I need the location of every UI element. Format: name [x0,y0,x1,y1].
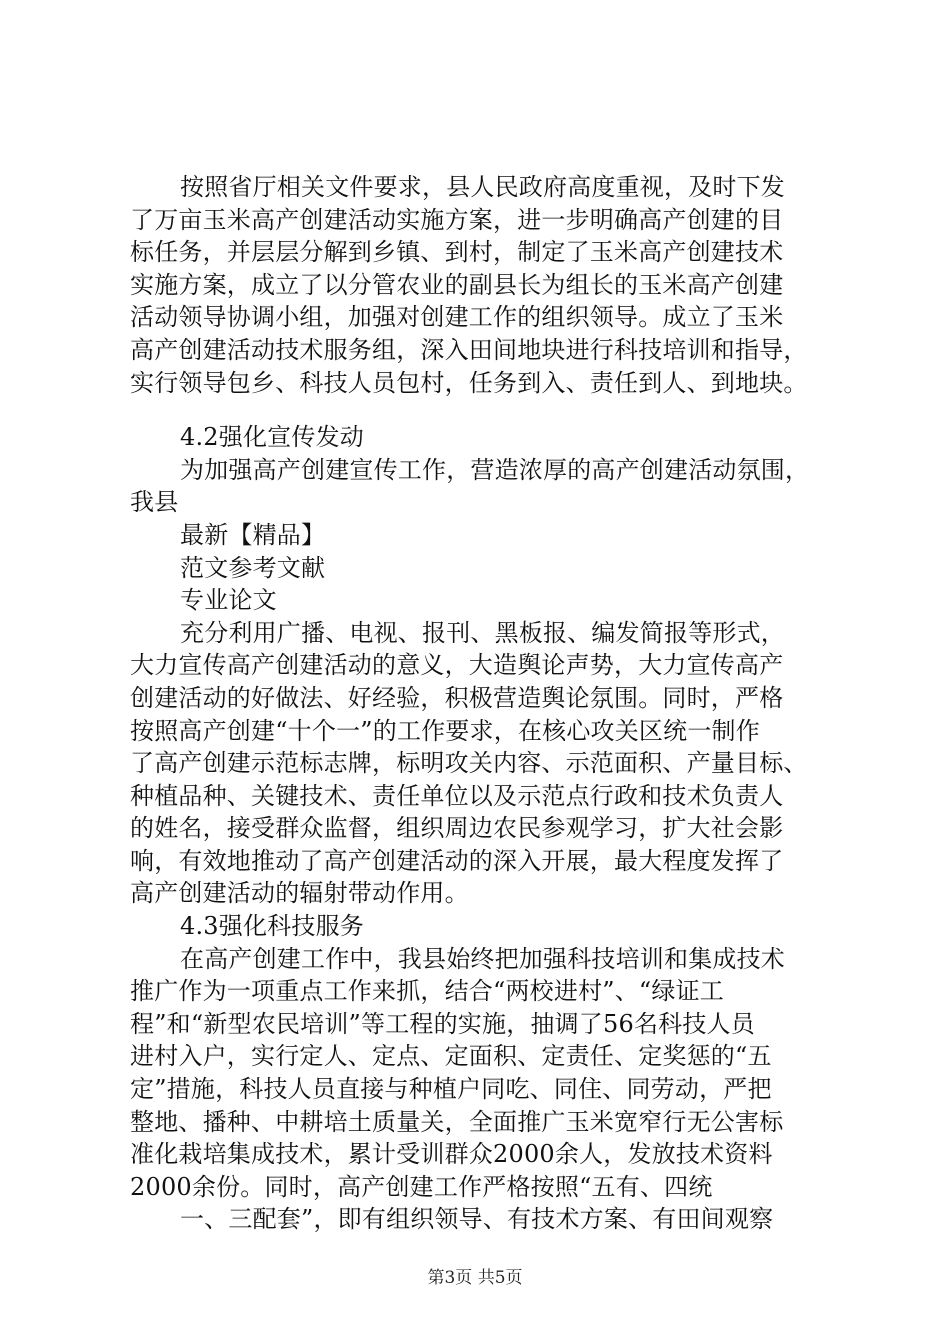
text-line: 按照省厅相关文件要求，县人民政府高度重视，及时下发 [180,173,785,201]
text-line: 最新【精品】 [180,520,326,549]
section-heading: 4.2强化宣传发动 [180,423,364,452]
text-line: 整地、播种、中耕培土质量关，全面推广玉米宽窄行无公害标 [130,1107,784,1136]
text-line: 一、三配套”，即有组织领导、有技术方案、有田间观察 [180,1205,774,1234]
paragraph-gap [130,399,840,421]
page-footer [0,1267,950,1289]
text-line: 我县 [130,488,179,517]
text-line: 为加强高产创建宣传工作，营造浓厚的高产创建活动氛围， [180,455,810,484]
section-heading: 4.3强化科技服务 [180,912,364,941]
text-line: 专业论文 [180,586,277,615]
text-line: 标任务，并层层分解到乡镇、到村，制定了玉米高产创建技术 [130,238,784,267]
text-line: 响，有效地推动了高产创建活动的深入开展，最大程度发挥了 [130,846,784,875]
text-line: 程”和“新型农民培训”等工程的实施，抽调了56名科技人员 [130,1009,755,1038]
text-line: 创建活动的好做法、好经验，积极营造舆论氛围。同时，严格 [130,683,784,712]
text-line: 按照高产创建“十个一”的工作要求，在核心攻关区统一制作 [130,716,760,745]
text-line: 的姓名，接受群众监督，组织周边农民参观学习，扩大社会影 [130,814,784,843]
text-line: 定”措施，科技人员直接与种植户同吃、同住、同劳动，严把 [130,1075,772,1104]
text-line: 充分利用广播、电视、报刊、黑板报、编发简报等形式， [180,618,785,647]
document-body [130,171,840,1236]
text-line: 了高产创建示范标志牌，标明攻关内容、示范面积、产量目标、 [130,749,808,778]
text-line: 进村入户，实行定人、定点、定面积、定责任、定奖惩的“五 [130,1042,772,1071]
text-line: 实施方案，成立了以分管农业的副县长为组长的玉米高产创建 [130,270,784,299]
text-line: 大力宣传高产创建活动的意义，大造舆论声势，大力宣传高产 [130,651,784,680]
text-line: 高产创建活动的辐射带动作用。 [130,879,469,908]
page-number: 第3页 共5页 [427,1268,523,1288]
text-line: 实行领导包乡、科技人员包村，任务到入、责任到人、到地块。 [130,368,808,397]
text-line: 高产创建活动技术服务组，深入田间地块进行科技培训和指导， [130,335,808,364]
text-line: 种植品种、关键技术、责任单位以及示范点行政和技术负责人 [130,781,784,810]
text-line: 范文参考文献 [180,553,326,582]
text-line: 准化栽培集成技术，累计受训群众2000余人，发放技术资料 [130,1140,773,1169]
text-line: 了万亩玉米高产创建活动实施方案，进一步明确高产创建的目 [130,205,784,234]
text-line: 2000余份。同时，高产创建工作严格按照“五有、四统 [130,1172,713,1201]
text-line: 活动领导协调小组，加强对创建工作的组织领导。成立了玉米 [130,303,784,332]
text-line: 推广作为一项重点工作来抓，结合“两校进村”、“绿证工 [130,977,725,1006]
text-line: 在高产创建工作中，我县始终把加强科技培训和集成技术 [180,944,785,973]
